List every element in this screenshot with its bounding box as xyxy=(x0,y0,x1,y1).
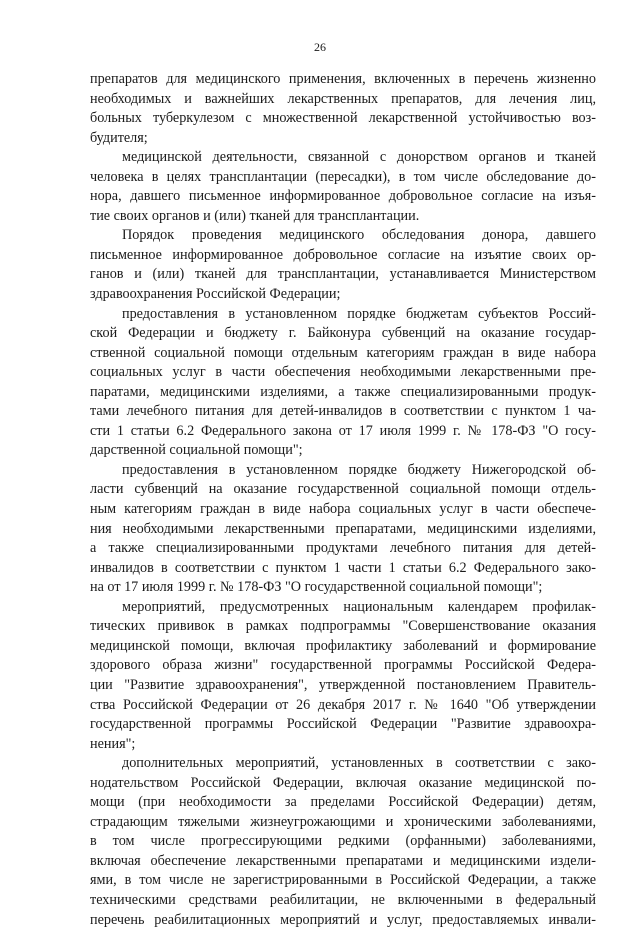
text-line: нодательством Российской Федерации, включая оказание медицинской по- xyxy=(90,774,596,791)
text-line: паратами, медицинскими изделиями, а также специализированными продук- xyxy=(90,383,596,400)
text-line: дарственной социальной помощи"; xyxy=(90,442,303,459)
text-line: дополнительных мероприятий, установленных в соответствии с зако- xyxy=(122,755,596,772)
text-line: ства Российской Федерации от 26 декабря 2017 г. № 1640 "Об утверждении xyxy=(90,696,596,713)
text-line: предоставления в установленном порядке бюджетам субъектов Россий- xyxy=(122,305,596,322)
text-line: ласти субвенций на оказание государственной социальной помощи отдель- xyxy=(90,481,596,498)
text-line: а также специализированными продуктами лечебного питания для детей- xyxy=(90,540,596,557)
text-line: тических прививок в рамках подпрограммы "Совершенствование оказания xyxy=(90,618,596,635)
text-line: ции "Развитие здравоохранения", утвержденной постановлением Правитель- xyxy=(90,676,596,693)
text-line: будителя; xyxy=(90,129,148,146)
text-line: здорового образа жизни" государственной программы Российской Федера- xyxy=(90,657,596,674)
document-body xyxy=(90,70,596,930)
text-line: на от 17 июля 1999 г. № 178-ФЗ "О государственной социальной помощи"; xyxy=(90,579,543,596)
text-line: Порядок проведения медицинского обследования донора, давшего xyxy=(122,227,596,244)
page-number: 26 xyxy=(314,40,326,54)
text-line: больных туберкулезом с множественной лекарственной устойчивостью воз- xyxy=(90,110,596,127)
text-line: медицинской помощи, включая профилактику заболеваний и формирование xyxy=(90,637,596,654)
text-line: включая обеспечение лекарственными препаратами и медицинскими издели- xyxy=(90,852,596,869)
text-line: ным категориям граждан в виде набора социальных услуг в части обеспече- xyxy=(90,501,596,518)
text-line: в том числе прогрессирующими редкими (орфанными) заболеваниями, xyxy=(90,833,596,850)
text-line: препаратов для медицинского применения, включенных в перечень жизненно xyxy=(90,71,596,87)
text-line: письменное информированное добровольное согласие на изъятие своих ор- xyxy=(90,246,596,263)
text-line: нения"; xyxy=(90,735,136,752)
text-line: социальных услуг в части обеспечения необходимыми лекарственными пре- xyxy=(90,364,596,381)
text-line: сти 1 статьи 6.2 Федерального закона от 17 июля 1999 г. № 178-ФЗ "О госу- xyxy=(90,422,596,439)
text-line: здравоохранения Российской Федерации; xyxy=(90,286,341,303)
text-line: инвалидов в соответствии с пунктом 1 части 1 статьи 6.2 Федерального зако- xyxy=(90,559,596,576)
text-line: медицинской деятельности, связанной с донорством органов и тканей xyxy=(122,149,596,166)
text-line: страдающим тяжелыми жизнеугрожающими и хроническими заболеваниями, xyxy=(90,813,596,830)
text-line: ственной социальной помощи отдельным категориям граждан в виде набора xyxy=(90,344,596,361)
text-line: техническими средствами реабилитации, не включенными в федеральный xyxy=(90,891,596,908)
text-line: необходимых и важнейших лекарственных препаратов, для лечения лиц, xyxy=(90,90,596,107)
text-line: ния необходимыми лекарственными препаратами, медицинскими изделиями, xyxy=(90,520,596,537)
text-line: человека в целях трансплантации (пересадки), в том числе обследование до- xyxy=(90,168,596,185)
text-line: перечень реабилитационных мероприятий и услуг, предоставляемых инвали- xyxy=(90,911,596,928)
text-line: предоставления в установленном порядке бюджету Нижегородской об- xyxy=(122,461,596,478)
text-line: тами лечебного питания для детей-инвалидов в соответствии с пунктом 1 ча- xyxy=(90,403,596,420)
text-line: ской Федерации и бюджету г. Байконура субвенций на оказание государ- xyxy=(90,325,596,342)
text-line: мощи (при необходимости за пределами Российской Федерации) детям, xyxy=(90,794,596,811)
text-line: тие своих органов и (или) тканей для трансплантации. xyxy=(90,207,420,224)
text-line: ями, в том числе не зарегистрированными в Российской Федерации, а также xyxy=(90,872,596,889)
text-line: ганов и (или) тканей для трансплантации, устанавливается Министерством xyxy=(90,266,596,283)
text-line: мероприятий, предусмотренных национальным календарем профилак- xyxy=(122,598,596,615)
text-line: государственной программы Российской Федерации "Развитие здравоохра- xyxy=(90,716,596,733)
text-line: нора, давшего письменное информированное добровольное согласие на изъя- xyxy=(90,188,596,205)
